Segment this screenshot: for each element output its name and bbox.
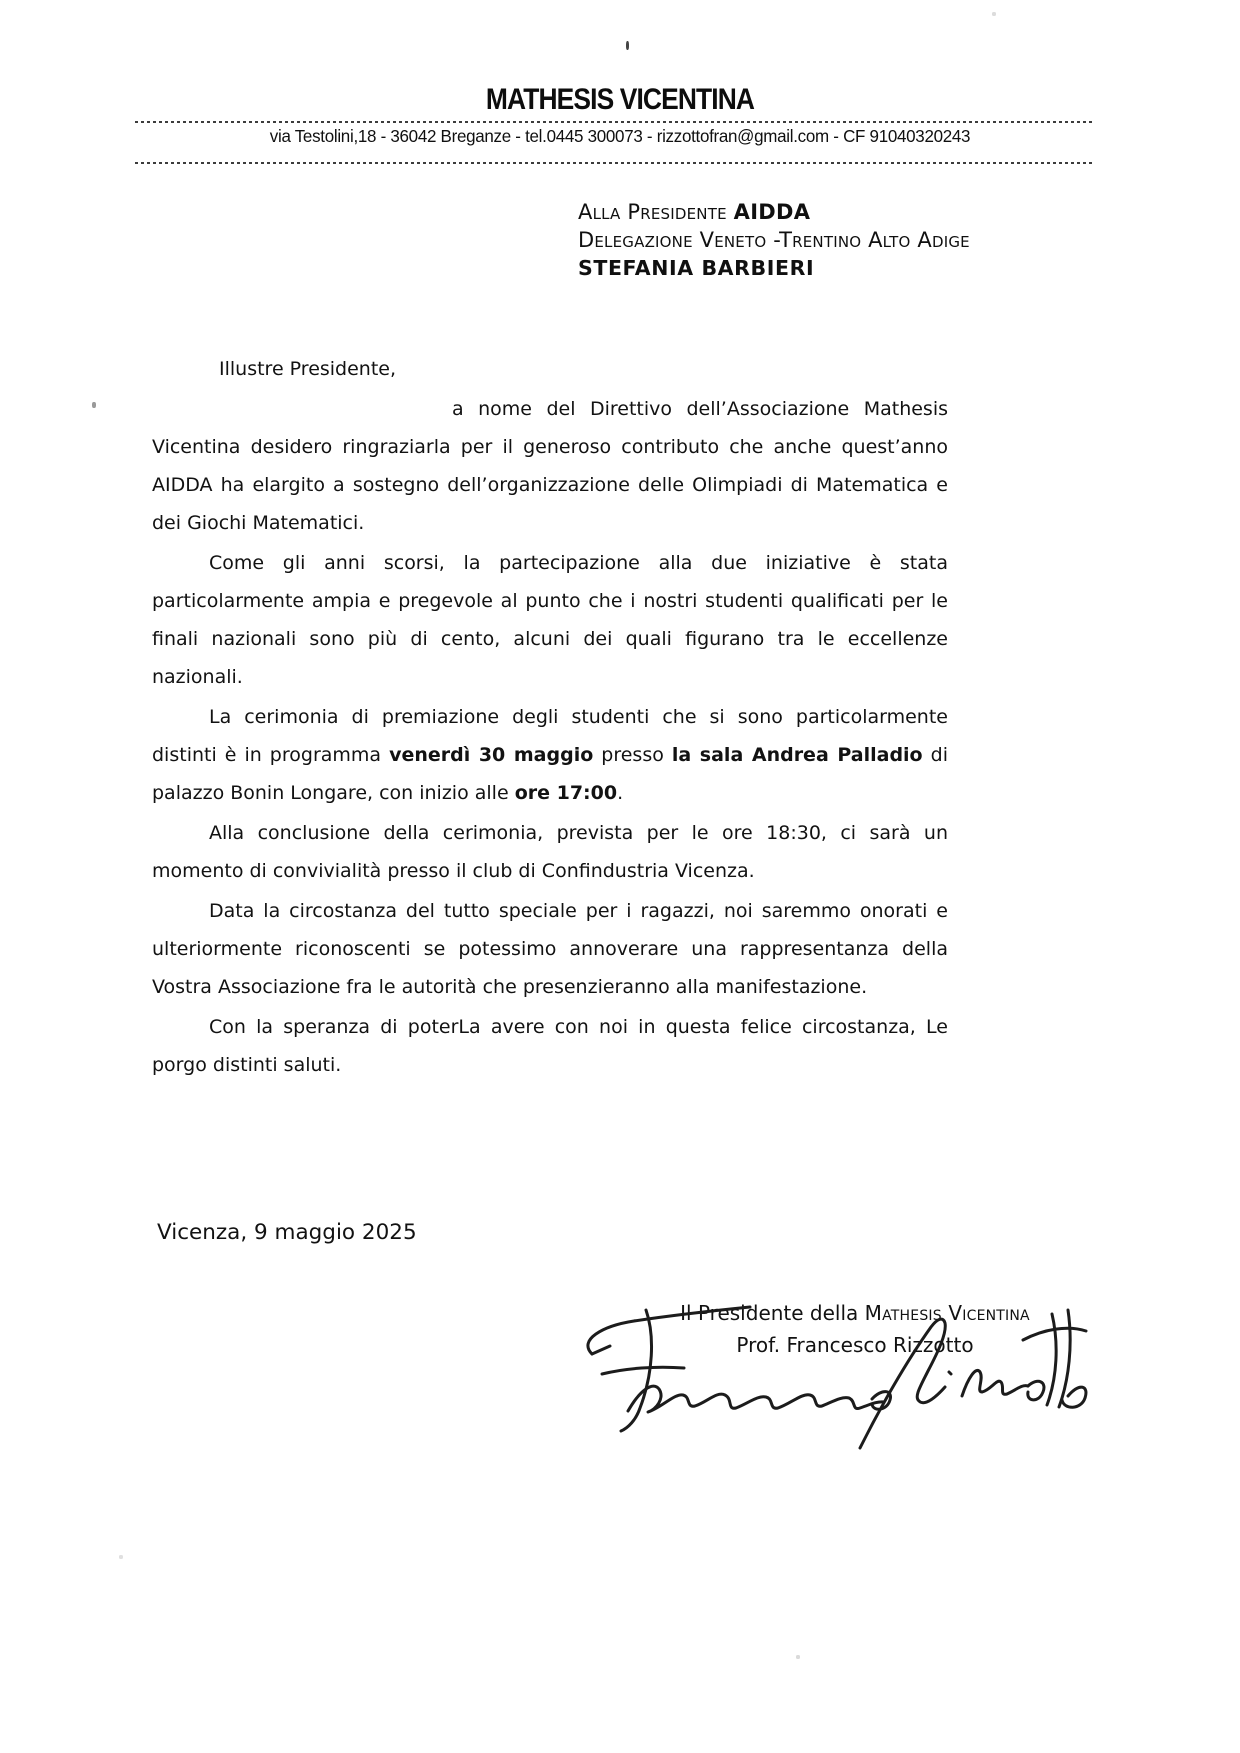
letterhead-divider-bottom xyxy=(135,162,1093,164)
text-run: presso xyxy=(593,744,672,766)
paragraphs-container xyxy=(152,390,948,1084)
date-line: Vicenza, 9 maggio 2025 xyxy=(157,1220,417,1245)
text-run: a nome del Direttivo dell’Associazione Mathesis Vicentina desidero ringraziarla per il generoso contributo che anche quest’anno AIDDA ha elargito a sostegno dell’organizzazione delle Olimpiadi di Matematica e dei Giochi Matematici. xyxy=(152,398,948,534)
signature-block xyxy=(620,1297,1090,1361)
recipient-block xyxy=(578,198,970,282)
scan-artifact xyxy=(796,1655,800,1659)
scan-artifact xyxy=(92,402,96,408)
scan-artifact xyxy=(626,41,629,50)
text-run: Con la speranza di poterLa avere con noi in questa felice circostanza, Le porgo distinti saluti. xyxy=(152,1016,948,1076)
paragraph-1 xyxy=(152,390,948,542)
recipient-line-2: Delegazione Veneto -Trentino Alto Adige xyxy=(578,228,970,252)
text-run: Data la circostanza del tutto speciale per i ragazzi, noi saremmo onorati e ulteriormente riconoscenti se potessimo annoverare una rappresentanza della Vostra Associazione fra le autorità che presenzieranno alla manifestazione. xyxy=(152,900,948,998)
text-run: Come gli anni scorsi, la partecipazione alla due iniziative è stata particolarmente ampia e pregevole al punto che i nostri studenti qualificati per le finali nazionali sono più di cento, alcuni dei quali figurano tra le eccellenze nazionali. xyxy=(152,552,948,688)
signature-org: Mathesis Vicentina xyxy=(864,1301,1030,1325)
bold-text: ore 17:00 xyxy=(514,782,618,804)
recipient-line-1 xyxy=(578,198,970,226)
letterhead-title: MATHESIS VICENTINA xyxy=(485,83,755,116)
letterhead-divider-top xyxy=(135,121,1093,123)
scan-artifact xyxy=(992,12,996,16)
text-run: . xyxy=(617,782,624,804)
recipient-org: AIDDA xyxy=(733,200,811,224)
paragraph-4 xyxy=(152,814,948,890)
paragraph-2 xyxy=(152,544,948,696)
scan-artifact xyxy=(119,1555,123,1559)
greeting: Illustre Presidente, xyxy=(219,358,397,380)
signature-name-line: Prof. Francesco Rizzotto xyxy=(736,1333,974,1357)
letter-body xyxy=(152,350,948,1086)
text-run: di palazzo Bonin Longare, con inizio alle xyxy=(152,744,948,804)
paragraph-6 xyxy=(152,1008,948,1084)
signature-title-line xyxy=(620,1297,1090,1329)
paragraph-3 xyxy=(152,698,948,812)
bold-text: venerdì 30 maggio xyxy=(389,744,594,766)
recipient-name: STEFANIA BARBIERI xyxy=(578,256,815,280)
paragraph-5 xyxy=(152,892,948,1006)
recipient-role: Alla Presidente xyxy=(578,200,734,224)
text-run: La cerimonia di premiazione degli studenti che si sono particolarmente distinti è in programma xyxy=(152,706,948,766)
text-run: Alla conclusione della cerimonia, prevista per le ore 18:30, ci sarà un momento di convivialità presso il club di Confindustria Vicenza. xyxy=(152,822,948,882)
letterhead-address: via Testolini,18 - 36042 Breganze - tel.0445 300073 - rizzottofran@gmail.com - CF 91040320243 xyxy=(269,126,971,146)
signature-role: Il Presidente della xyxy=(680,1301,865,1325)
bold-text: la sala Andrea Palladio xyxy=(671,744,923,766)
